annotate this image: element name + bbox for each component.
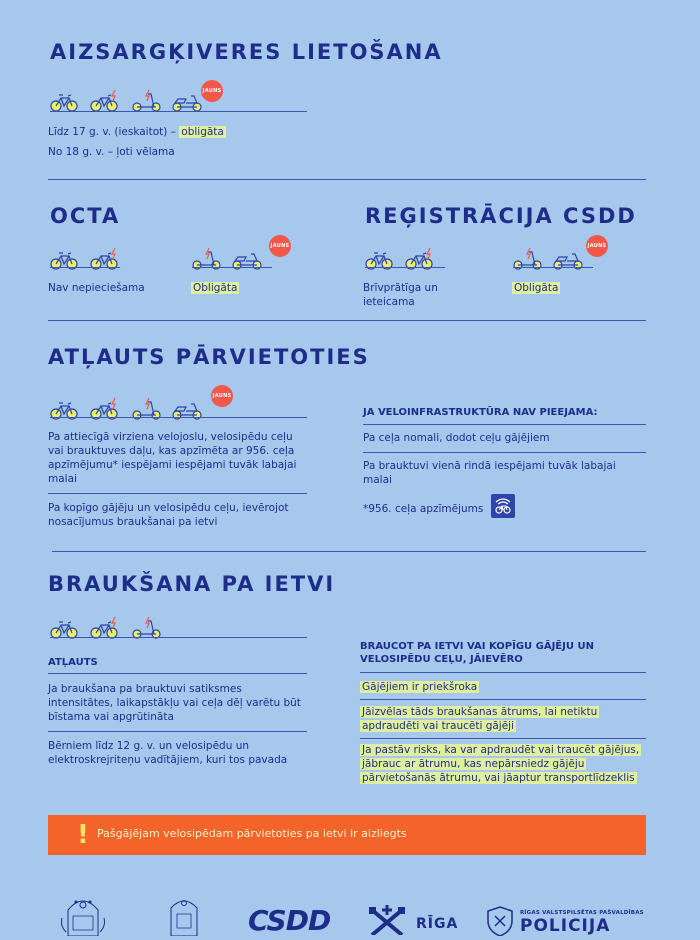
section-divider [52,551,646,552]
divider [360,738,646,739]
new-badge: JAUNS [201,80,223,102]
new-badge: JAUNS [586,235,608,257]
sidewalk-right-item-2: Jāizvēlas tāds braukšanas ātrums, lai netiktu apdraudēti vai traucēti gājēji [362,706,598,732]
octa-right-text: Obligāta [193,282,238,294]
electric-scooter-icon [133,90,160,111]
sidewalk-left-item-2: Bērniem līdz 12 g. v. un velosipēdu un elektroskrejriteņu vadītājiem, kuri tos pavada [48,740,288,766]
divider [363,452,646,453]
riga-logo-text: RĪGA [416,916,459,932]
divider [48,673,307,674]
allowed-right-heading: JA VELOINFRASTRUKTŪRA NAV PIEEJAMA: [363,407,598,418]
allowed-footnote: *956. ceļa apzīmējums [363,503,484,515]
registration-left-text: Brīvprātīga un ieteicama [363,282,438,308]
divider [365,267,445,268]
road-marking-956-icon [491,494,515,518]
helmet-line-1 [48,125,226,139]
sidewalk-left-item-1: Ja braukšana pa brauktuvi satiksmes intensitātes, laikapstākļu vai ceļa dēļ varētu būt bīstama vai apgrūtināta [48,683,301,723]
riga-keys-logo [367,905,407,935]
bicycle-icons [50,88,220,112]
police-subtitle: RĪGAS VALSTSPILSĒTAS PAŠVALDĪBAS [520,910,644,916]
divider [50,111,307,112]
electric-bicycle-icon [91,90,117,111]
divider [50,637,307,638]
sidewalk-right-item-3: Ja pastāv risks, ka var apdraudēt vai traucēt gājējus, jābrauc ar ātrumu, kas nepārsniedz gājēju pārvietošanās ātrumu, vai jāaptur transportlīdzeklis [362,744,640,784]
police-title: POLICIJA [520,916,611,936]
divider [363,424,646,425]
allowed-title: ATĻAUTS PĀRVIETOTIES [48,345,370,369]
divider [50,267,120,268]
allowed-right-item-2: Pa brauktuvi vienā rindā iespējami tuvāk labajai malai [363,460,616,486]
helmet-line-2: No 18 g. v. – ļoti vēlama [48,146,175,158]
allowed-right-item-1: Pa ceļa nomali, dodot ceļu gājējiem [363,432,550,444]
electric-scooter-icon [133,617,160,638]
vehicle-icons-row [50,615,165,639]
vehicle-icons-row [50,88,220,112]
electric-bicycle-icon [406,248,432,269]
helmet-title: AIZSARGĶIVERES LIETOŠANA [50,40,443,64]
sidewalk-title: BRAUKŠANA PA IETVI [48,572,336,596]
divider [513,267,593,268]
electric-scooter-icon [193,248,220,269]
electric-scooter-icon [514,248,541,269]
new-badge: JAUNS [269,235,291,257]
octa-title: OCTA [50,204,121,228]
sidewalk-right-heading: BRAUCOT PA IETVI VAI KOPĪGU GĀJĒJU UN VELOSIPĒDU CEĻU, JĀIEVĒRO [360,641,594,665]
electric-bicycle-icon [91,398,117,419]
bicycle-icon [51,622,77,638]
warning-banner [48,815,646,855]
octa-left-text: Nav nepieciešama [48,282,145,294]
divider [48,731,307,732]
sidewalk-right-item-1: Gājējiem ir priekšroka [362,681,478,693]
sidewalk-left-heading: ATĻAUTS [48,657,98,668]
section-divider [48,320,646,321]
helmet-line-1-prefix: Līdz 17 g. v. (ieskaitot) – [48,126,176,138]
moped-icon [173,96,201,111]
section-divider [48,179,646,180]
allowed-item-1: Pa attiecīgā virziena velojoslu, velosipēdu ceļu vai brauktuves daļu, kas apzīmēta ar 956. ceļa apzīmējumu* iespējami iespējami tuvāk labajai malai [48,431,297,485]
csdd-logo: CSDD [248,904,331,937]
exclamation-icon: ! [77,820,89,850]
divider [50,417,307,418]
divider [360,672,646,673]
divider [360,699,646,700]
warning-text: Pašgājējam velosipēdam pārvietoties pa ietvi ir aizliegts [97,827,407,840]
allowed-item-2: Pa kopīgo gājēju un velosipēdu ceļu, ievērojot nosacījumus braukšanai pa ietvi [48,502,289,528]
helmet-line-1-highlight: obligāta [181,126,224,138]
bicycle-icon [51,95,77,111]
registration-title: REĢISTRĀCIJA CSDD [365,204,637,228]
electric-bicycle-icon [91,617,117,638]
new-badge: JAUNS [211,385,233,407]
latvia-coat-of-arms-logo [58,896,108,936]
divider [192,267,272,268]
ministry-coat-of-arms-logo [165,896,203,936]
registration-right-text: Obligāta [514,282,559,294]
police-shield-icon [487,906,513,936]
electric-scooter-icon [133,398,160,419]
divider [48,493,307,494]
electric-bicycle-icon [91,248,117,269]
